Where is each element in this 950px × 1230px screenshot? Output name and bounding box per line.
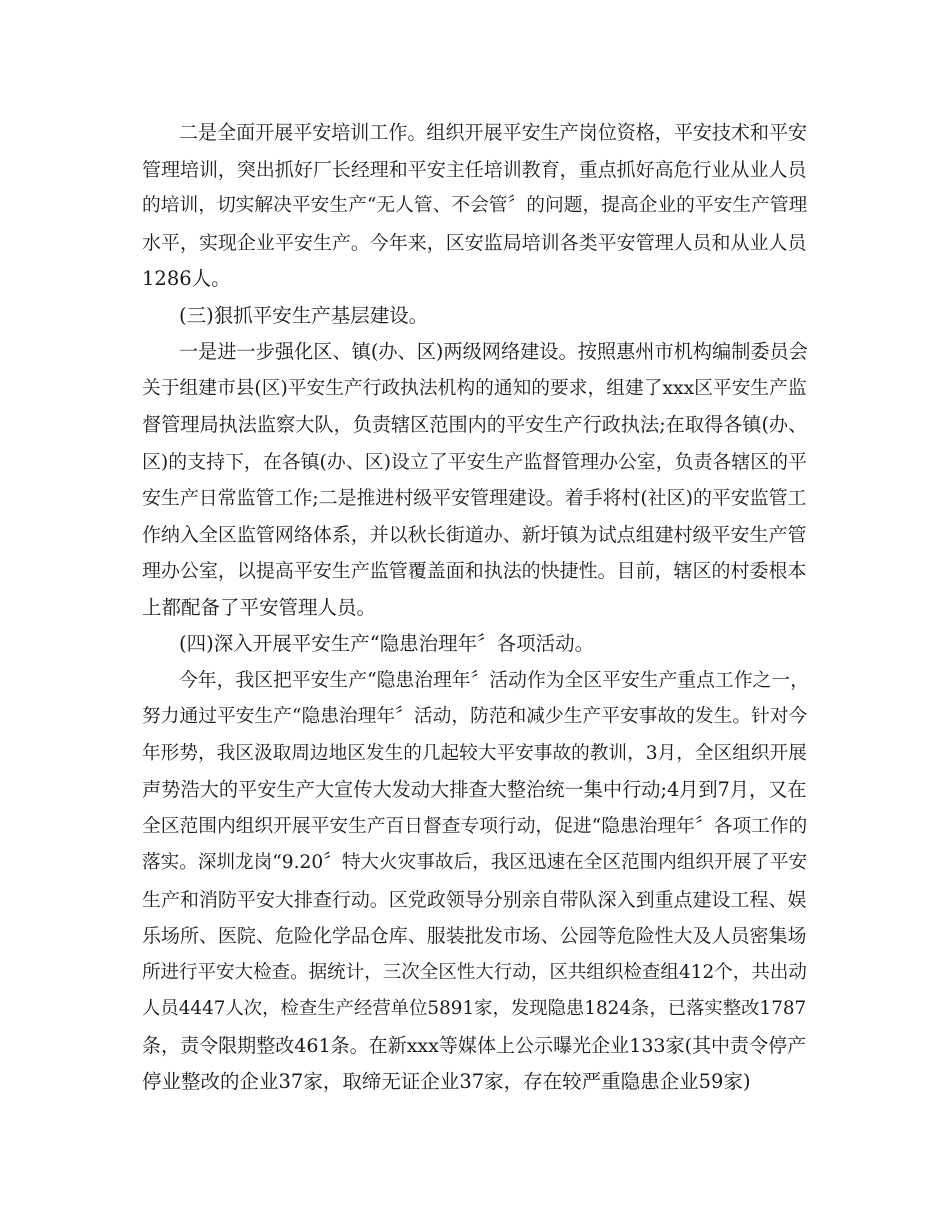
paragraph-line: 人员4447人次，检查生产经营单位5891家，发现隐患1824条，已落实整改1787 bbox=[142, 998, 807, 1019]
section-heading: (三)狠抓平安生产基层建设。 bbox=[179, 303, 429, 327]
paragraph-line: 的培训，切实解决平安生产“无人管、不会管〞的问题，提高企业的平安生产管理 bbox=[142, 195, 808, 216]
paragraph-line: 管理培训，突出抓好厂长经理和平安主任培训教育，重点抓好高危行业从业人员 bbox=[142, 158, 807, 181]
paragraph-line: 1286人。 bbox=[142, 267, 231, 290]
paragraph-line: 理办公室，以提高平安生产监管覆盖面和执法的快捷性。目前，辖区的村委根本 bbox=[142, 560, 807, 582]
paragraph-line: 一是进一步强化区、镇(办、区)两级网络建设。按照惠州市机构编制委员会 bbox=[179, 340, 808, 363]
paragraph-line: 区)的支持下，在各镇(办、区)设立了平安生产监督管理办公室，负责各辖区的平 bbox=[142, 450, 807, 473]
paragraph-line: 所进行平安大检查。据统计，三次全区性大行动，区共组织检查组412个，共出动 bbox=[142, 961, 807, 983]
paragraph-line: 水平，实现企业平安生产。今年来，区安监局培训各类平安管理人员和从业人员 bbox=[142, 231, 807, 254]
section-heading: (四)深入开展平安生产“隐患治理年〞各项活动。 bbox=[179, 632, 595, 655]
paragraph-line: 落实。深圳龙岗“9.20〞特大火灾事故后，我区迅速在全区范围内组织开展了平安 bbox=[142, 852, 808, 873]
paragraph-line: 年形势，我区汲取周边地区发生的几起较大平安事故的教训，3月，全区组织开展 bbox=[142, 742, 807, 764]
paragraph-line: 作纳入全区监管网络体系，并以秋长街道办、新圩镇为试点组建村级平安生产管 bbox=[142, 523, 807, 546]
paragraph-line: 条，责令限期整改461条。在新xxx等媒体上公示曝光企业133家(其中责令停产 bbox=[142, 1034, 807, 1057]
paragraph-line: 督管理局执法监察大队，负责辖区范围内的平安生产行政执法;在取得各镇(办、 bbox=[142, 413, 808, 436]
paragraph-line: 二是全面开展平安培训工作。组织开展平安生产岗位资格，平安技术和平安 bbox=[179, 122, 808, 144]
paragraph-line: 全区范围内组织开展平安生产百日督查专项行动，促进“隐患治理年〞各项工作的 bbox=[142, 815, 808, 837]
paragraph-line: 关于组建市县(区)平安生产行政执法机构的通知的要求，组建了xxx区平安生产监 bbox=[142, 377, 807, 399]
paragraph-line: 停业整改的企业37家，取缔无证企业37家，存在较严重隐患企业59家) bbox=[142, 1070, 751, 1093]
paragraph-line: 声势浩大的平安生产大宣传大发动大排查大整治统一集中行动;4月到7月，又在 bbox=[142, 778, 807, 801]
paragraph-line: 生产和消防平安大排查行动。区党政领导分别亲自带队深入到重点建设工程、娱 bbox=[142, 888, 807, 911]
paragraph-line: 安生产日常监管工作;二是推进村级平安管理建设。着手将村(社区)的平安监管工 bbox=[142, 487, 807, 509]
paragraph-line: 上都配备了平安管理人员。 bbox=[142, 595, 377, 619]
document-body bbox=[142, 115, 814, 1101]
paragraph-line: 乐场所、医院、危险化学品仓库、服装批发市场、公园等危险性大及人员密集场 bbox=[142, 925, 807, 947]
paragraph-line: 努力通过平安生产“隐患治理年〞活动，防范和减少生产平安事故的发生。针对今 bbox=[142, 706, 808, 727]
paragraph-line: 今年，我区把平安生产“隐患治理年〞活动作为全区平安生产重点工作之一， bbox=[179, 669, 809, 691]
